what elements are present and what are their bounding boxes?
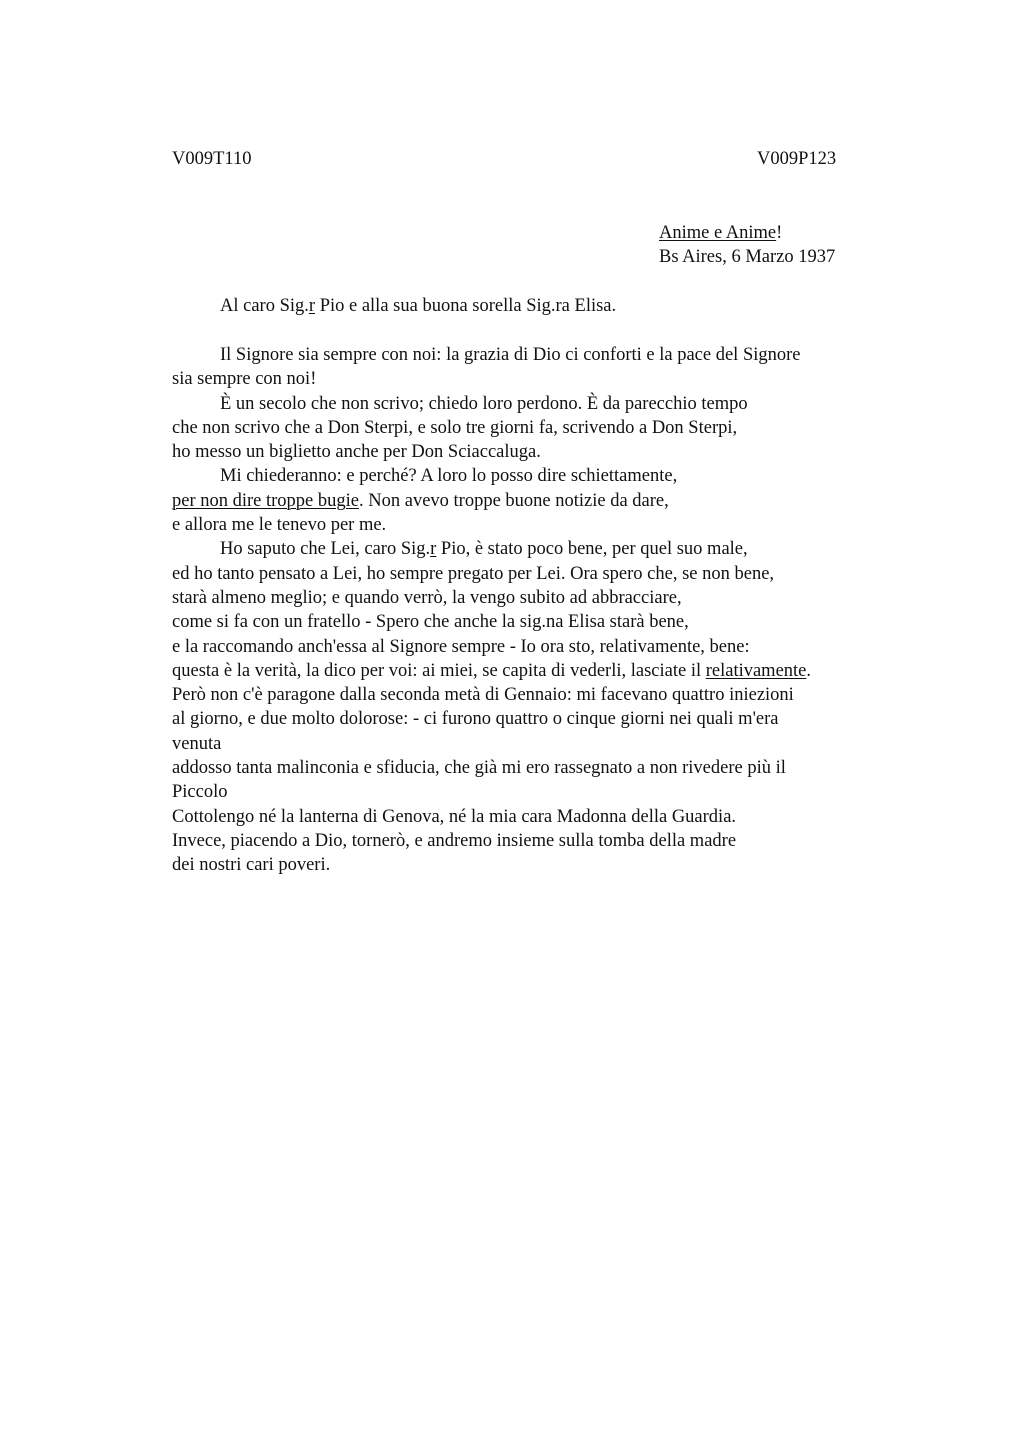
body-line: Però non c'è paragone dalla seconda metà di Gennaio: mi facevano quattro iniezioni [172,685,794,706]
body-line: come si fa con un fratello - Spero che anche la sig.na Elisa starà bene, [172,612,689,633]
body-line-part: . [806,660,812,681]
body-line-part: Ho saputo che Lei, caro Sig. [220,539,431,560]
salutation-part1: Al caro Sig. [220,296,309,316]
document-code-right: V009P123 [757,149,837,169]
letter-title-mark: ! [776,223,783,243]
document-code-left: V009T110 [172,149,252,169]
body-line: Invece, piacendo a Dio, tornerò, e andremo insieme sulla tomba della madre [172,830,737,851]
salutation-abbr: r [308,296,316,316]
body-line: dei nostri cari poveri. [172,855,331,876]
body-line: starà almeno meglio; e quando verrò, la vengo subito ad abbracciare, [172,587,682,608]
abbr-underlined: r [430,539,437,560]
body-line [172,537,892,561]
letter-heading [659,221,835,269]
underlined-phrase: per non dire troppe bugie [172,490,359,511]
body-line-part: questa è la verità, la dico per voi: ai miei, se capita di vederli, lasciate il [172,660,706,681]
body-line: addosso tanta malinconia e sfiducia, che già mi ero rassegnato a non rivedere più il [172,758,786,779]
body-line [172,659,892,683]
body-line: ho messo un biglietto anche per Don Sciaccaluga. [172,442,541,463]
letter-title-underlined: Anime e Anime [659,223,777,243]
letter-place-date: Bs Aires, 6 Marzo 1937 [659,247,836,267]
body-line: sia sempre con noi! [172,369,317,390]
letter-body [172,343,892,878]
salutation-part2: Pio e alla sua buona sorella Sig.ra Elisa. [315,296,617,316]
body-line: e allora me le tenevo per me. [172,515,387,536]
body-line: Il Signore sia sempre con noi: la grazia di Dio ci conforti e la pace del Signore [220,345,801,365]
body-line-part: Pio, è stato poco bene, per quel suo male, [436,539,748,560]
body-line: e la raccomando anch'essa al Signore sempre - Io ora sto, relativamente, bene: [172,636,750,657]
body-line [172,489,892,513]
letter-salutation [220,294,616,318]
body-line: Cottolengo né la lanterna di Genova, né la mia cara Madonna della Guardia. [172,806,737,827]
body-line: venuta [172,733,222,754]
body-line: al giorno, e due molto dolorose: - ci furono quattro o cinque giorni nei quali m'era [172,709,779,730]
underlined-word: relativamente [705,660,807,681]
letter-title [659,221,835,245]
body-line: Mi chiederanno: e perché? A loro lo posso dire schiettamente, [220,466,678,487]
body-line: Piccolo [172,782,228,803]
body-line: ed ho tanto pensato a Lei, ho sempre pregato per Lei. Ora spero che, se non bene, [172,563,775,584]
body-line-rest: . Non avevo troppe buone notizie da dare, [359,490,669,511]
body-line: È un secolo che non scrivo; chiedo loro perdono. È da parecchio tempo [220,393,748,414]
body-line: che non scrivo che a Don Sterpi, e solo tre giorni fa, scrivendo a Don Sterpi, [172,417,738,438]
